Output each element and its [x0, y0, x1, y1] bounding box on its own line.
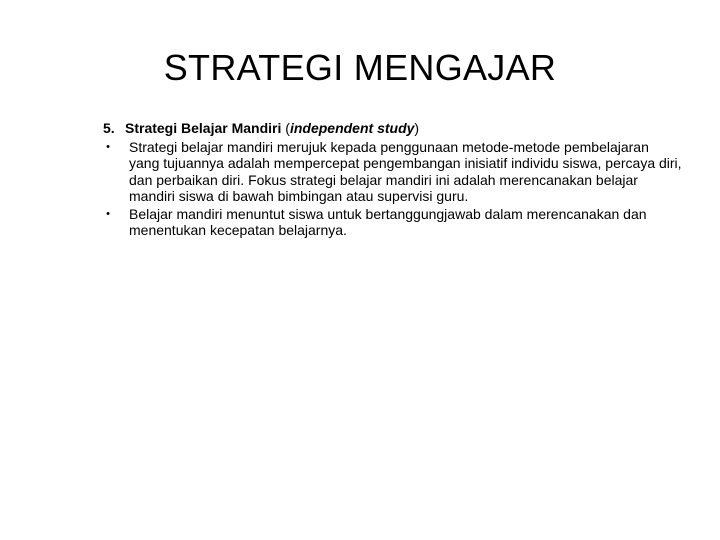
- bullet-icon: •: [106, 207, 110, 220]
- bullet-list: [103, 139, 683, 239]
- list-item: [103, 139, 683, 205]
- bullet-text: Strategi belajar mandiri merujuk kepada penggunaan metode-metode pembelajaran yang tujuannya adalah mempercepat pengembangan inisiatif individu siswa, percaya diri, dan perbaikan diri. Fokus strategi belajar mandiri ini adalah merencanakan belajar mandiri siswa di bawah bimbingan atau supervisi guru.: [129, 138, 682, 204]
- paren-close: ): [414, 120, 420, 136]
- bullet-text: Belajar mandiri menuntut siswa untuk bertanggungjawab dalam merencanakan dan menentukan kecepatan belajarnya.: [129, 205, 647, 238]
- section-number: 5.: [103, 120, 115, 136]
- section-label: Strategi Belajar Mandiri: [125, 120, 282, 136]
- section-heading: [103, 120, 683, 137]
- paren-open: (: [285, 120, 290, 136]
- list-item: [103, 206, 683, 239]
- bullet-icon: •: [106, 140, 110, 153]
- slide-title: STRATEGI MENGAJAR: [163, 47, 557, 88]
- slide-content: [103, 120, 683, 240]
- section-term: independent study: [289, 120, 415, 136]
